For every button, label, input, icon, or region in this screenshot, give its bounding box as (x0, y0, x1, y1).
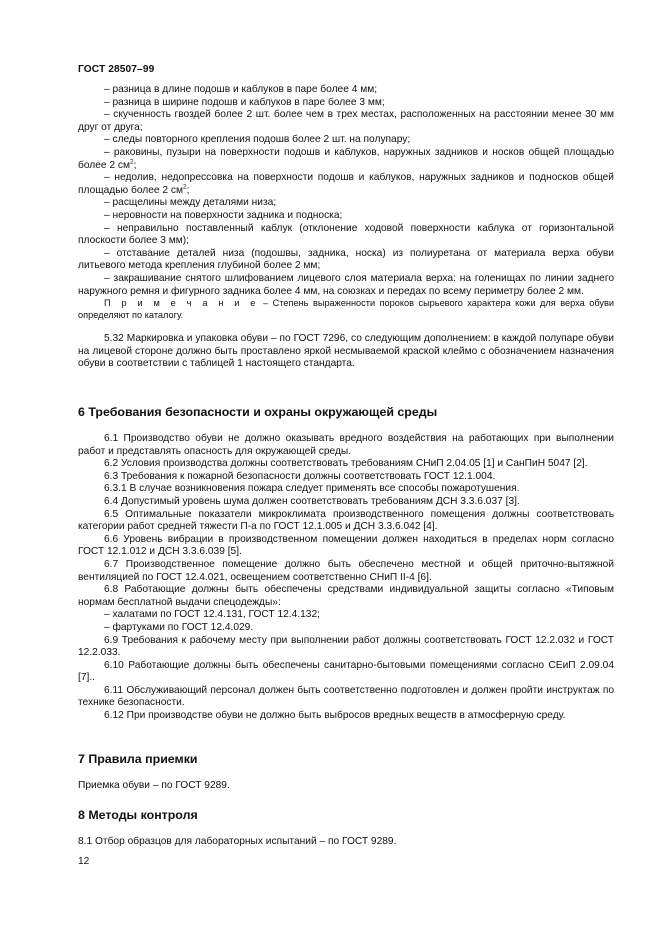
list-item: 6.12 При производстве обуви не должно быть выбросов вредных веществ в атмосферную среду. (104, 710, 566, 722)
note-text: – Степень выраженности пороков сырьевого характера кожи для верха обуви определяют по каталогу. (78, 298, 614, 320)
list-item: 6.6 Уровень вибрации в производственном помещении должен находиться в пределах норм согласно ГОСТ 12.1.012 и ДСН 3.3.6.039 [5]. (78, 533, 614, 558)
list-item: 6.8 Работающие должны быть обеспечены средствами индивидуальной защиты согласно «Типовым нормам бесплатной выдачи спецодежды»: (78, 584, 614, 608)
list-item: 6.3 Требования к пожарной безопасности должны соответствовать ГОСТ 12.1.004. (104, 470, 496, 482)
clause-5-32: 5.32 Маркировка и упаковка обуви – по ГОСТ 7296, со следующим дополнением: в каждой полупаре обуви на лицевой стороне должно быть проставлено яркой несмываемой краской клеймо с обозначением назначения обуви в соответствии с таблицей 1 настоящего стандарта. (78, 333, 614, 370)
section-8-heading: 8 Методы контроля (78, 808, 198, 822)
note-label: П р и м е ч а н и е (104, 298, 259, 309)
section-7-text: Приемка обуви – по ГОСТ 9289. (78, 780, 230, 791)
list-item: 6.4 Допустимый уровень шума должен соответствовать требованиям ДСН 3.3.6.037 [3]. (104, 495, 520, 507)
list-item: – фартуками по ГОСТ 12.4.029. (104, 621, 254, 633)
list-item: – разница в ширине подошв и каблуков в паре более 3 мм; (104, 96, 385, 108)
list-item: – халатами по ГОСТ 12.4.131, ГОСТ 12.4.132; (104, 609, 320, 621)
section-6-heading: 6 Требования безопасности и охраны окружающей среды (78, 405, 438, 419)
defects-list (78, 84, 614, 371)
note (78, 298, 614, 321)
list-item: – раковины, пузыри на поверхности подошв и каблуков, наружных задников и носков общей площадью более 2 $см^2$; (78, 146, 614, 171)
list-item: 6.9 Требования к рабочему месту при выполнении работ должны соответствовать ГОСТ 12.2.032 и ГОСТ 12.2.033. (78, 634, 614, 659)
list-item: – следы повторного крепления подошв более 2 шт. на полупару; (104, 134, 411, 146)
list-item: – разница в длине подошв и каблуков в паре более 4 мм; (104, 84, 378, 95)
list-item: – неровности на поверхности задника и подноска; (104, 209, 343, 221)
list-item: – неправильно поставленный каблук (отклонение ходовой поверхности каблука от горизонтальной плоскости более 3 мм); (78, 222, 614, 247)
list-item: – закрашивание снятого шлифованием лицевого слоя материала верха: на голенищах по линии заднего наружного ремня и фигурного задника более 4 мм, на союзках и передах по всему периметру более 2 мм. (78, 272, 614, 297)
list-item: – скученность гвоздей более 2 шт. более чем в трех местах, расположенных на расстоянии менее 30 мм друг от друга; (78, 109, 614, 133)
list-item: 6.5 Оптимальные показатели микроклимата производственного помещения должны соответствовать категории работ средней тяжести П-а по ГОСТ 12.1.005 и ДСН 3.3.6.042 [4]. (78, 508, 614, 533)
page-number: 12 (78, 856, 90, 867)
list-item: 6.10 Работающие должны быть обеспечены санитарно-бытовыми помещениями согласно СЕиП 2.09.04 [7].. (78, 659, 614, 684)
list-item: – отставание деталей низа (подошвы, задника, носка) из полиуретана от материала верха обуви литьевого метода крепления глубиной более 2 мм; (78, 247, 614, 272)
list-item: – недолив, недопрессовка на поверхности подошв и каблуков, наружных задников и подносков общей площадью более 2 $см^2$; (78, 172, 614, 196)
section-6-body (78, 433, 614, 723)
document-code: ГОСТ 28507–99 (78, 64, 155, 75)
list-item: 6.11 Обслуживающий персонал должен быть соответственно подготовлен и должен пройти инструктаж по технике безопасности. (78, 684, 614, 709)
list-item: 6.7 Производственное помещение должно быть обеспечено местной и общей приточно-вытяжной вентиляцией по ГОСТ 12.4.021, освещением соответственно СНиП II-4 [6]. (78, 558, 614, 583)
section-7-heading: 7 Правила приемки (78, 752, 198, 766)
list-item: – расщелины между деталями низа; (104, 197, 277, 209)
list-item: 6.1 Производство обуви не должно оказывать вредного воздействия на работающих при выполнении работ и представлять опасность для окружающей среды. (78, 433, 614, 457)
list-item: 6.2 Условия производства должны соответствовать требованиям СНиП 2.04.05 [1] и СанПиН 5047 [2]. (104, 458, 588, 470)
section-8-text: 8.1 Отбор образцов для лабораторных испытаний – по ГОСТ 9289. (78, 836, 397, 847)
list-item: 6.3.1 В случае возникновения пожара следует применять все способы пожаротушения. (104, 483, 520, 495)
